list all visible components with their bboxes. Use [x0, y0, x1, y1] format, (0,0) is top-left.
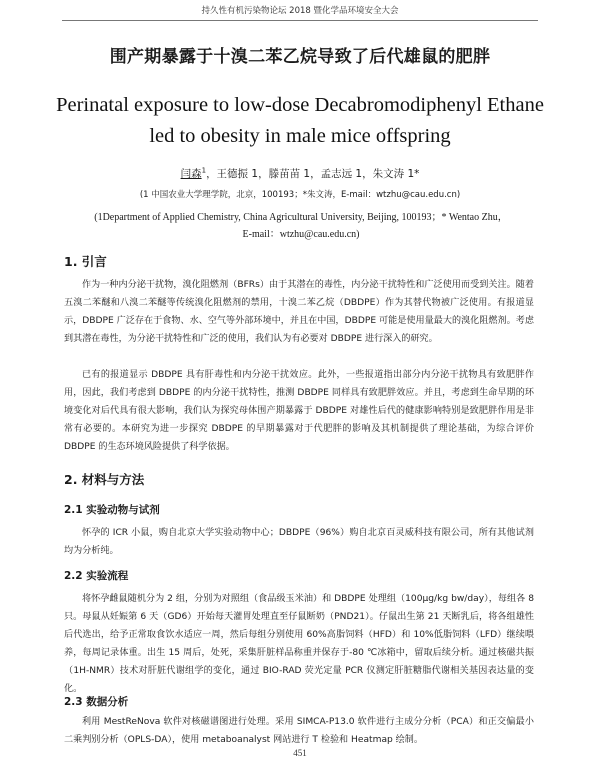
first-author-affil-mark: 1: [201, 166, 207, 175]
affiliation-english-line-2: E-mail：wtzhu@cau.edu.cn): [242, 229, 360, 240]
paragraph-2-3: 利用 MestReNova 软件对核磁谱图进行处理。采用 SIMCA-P13.0 软件进行主成分分析（PCA）和正交偏最小二乘判别分析（OPLS-DA），使用 metaboanalyst 网站进行 T 检验和 Heatmap 绘制。: [64, 717, 534, 745]
affiliation-english-line-1: (1Department of Applied Chemistry, China Agricultural University, Beijing, 100193；* Wentao Zhu，: [94, 212, 508, 223]
author-list: [0, 166, 600, 181]
affiliation-english: [66, 209, 536, 243]
section-heading-introduction: 1. 引言: [64, 254, 107, 269]
subsection-heading-2-1: 2.1 实验动物与试剂: [64, 504, 160, 516]
subsection-heading-2-3: 2.3 数据分析: [64, 696, 129, 708]
subsection-heading-2-2: 2.2 实验流程: [64, 570, 129, 582]
introduction-paragraph-2: 已有的报道显示 DBDPE 具有肝毒性和内分泌干扰效应。此外，一些报道指出部分内分泌干扰物具有致肥胖作用，因此，我们考虑到 DBDPE 的内分泌干扰特性，推测 DBDPE 同样具有致肥胖效应。并且，考虑到生命早期的环境变化对后代具有很大影响，我们认为探究母体围产期暴露于 DBDPE 对雄性后代的健康影响特别是致肥胖作用是非常有必要的。本研究为进一步探究 DBDPE 的早期暴露对于代肥胖的影响及其机制提供了理论基础，为综合评价 DBDPE 的生态环境风险提供了科学依据。: [64, 370, 534, 452]
header-rule: [62, 20, 538, 21]
english-title-line-2: led to obesity in male mice offspring: [149, 125, 451, 147]
chinese-title: 围产期暴露于十溴二苯乙烷导致了后代雄鼠的肥胖: [109, 47, 491, 67]
introduction-paragraph-1: 作为一种内分泌干扰物，溴化阻燃剂（BFRs）由于其潜在的毒性，内分泌干扰特性和广泛使用而受到关注。随着五溴二苯醚和八溴二苯醚等传统溴化阻燃剂的禁用，十溴二苯乙烷（DBDPE）作为其替代物被广泛使用。有报道显示，DBDPE 广泛存在于食物、水、空气等外部环境中，并且在中国，DBDPE 可能是使用量最大的溴化阻燃剂。考虑到其潜在毒性，为分泌干扰特性和广泛的使用，我们认为有必要对 DBDPE 进行深入的研究。: [64, 280, 534, 344]
first-author: 闫森: [180, 168, 202, 180]
english-title-line-1: Perinatal exposure to low-dose Decabromodiphenyl Ethane: [56, 94, 544, 116]
page-number: 451: [293, 748, 307, 758]
paragraph-2-1: 怀孕的 ICR 小鼠，购自北京大学实验动物中心；DBDPE（96%）购自北京百灵威科技有限公司，所有其他试剂均为分析纯。: [64, 528, 534, 556]
other-authors: ，王德振 1，滕苗苗 1，孟志远 1，朱文涛 1*: [206, 168, 420, 180]
affiliation-chinese: (1 中国农业大学理学院，北京，100193；*朱文涛，E-mail：wtzhu@cau.edu.cn): [139, 190, 461, 200]
running-head: 持久性有机污染物论坛 2018 暨化学品环境安全大会: [201, 6, 399, 16]
paragraph-2-2: 将怀孕雌鼠随机分为 2 组，分别为对照组（食品级玉米油）和 DBDPE 处理组（100μg/kg bw/day），每组各 8 只。母鼠从妊娠第 6 天（GD6）开始每天灌胃处理直至仔鼠断奶（PND21）。仔鼠出生第 21 天断乳后，将各组雄性后代选出，给予正常取食饮水适应一周，然后每组分别使用 60%高脂饲料（HFD）和 10%低脂饲料（LFD）继续喂养，每周记录体重。出生 15 周后，处死，采集肝脏样品称重并保存于-80 ℃冰箱中，留取后续分析。通过核磁共振（1H-NMR）技术对肝脏代谢组学的变化，通过 BIO-RAD 荧光定量 PCR 仪测定肝脏糖脂代谢相关基因表达量的变化。: [64, 594, 534, 694]
section-heading-methods: 2. 材料与方法: [64, 472, 145, 487]
